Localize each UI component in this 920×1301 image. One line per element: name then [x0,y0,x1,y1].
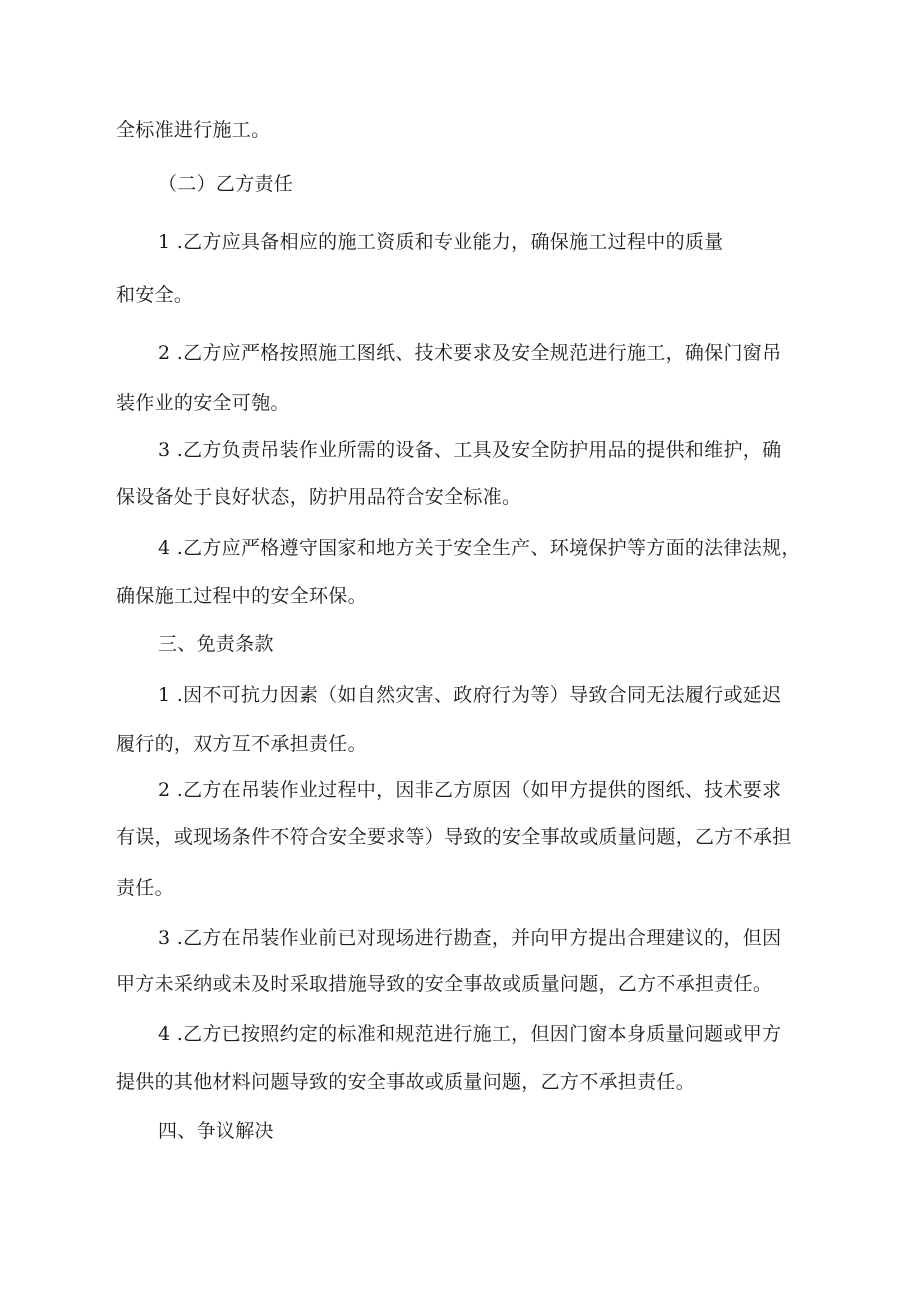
text-line: 保设备处于良好状态，防护用品符合安全标准。 [116,486,522,508]
text-line: 4 .乙方应严格遵守国家和地方关于安全生产、环境保护等方面的法律法规， [158,537,801,559]
section-heading: 四、争议解决 [158,1120,274,1142]
text-line: 履行的，双方互不承担责任。 [116,733,367,755]
text-line: 全标准进行施工。 [116,119,271,141]
text-line: 装作业的安全可匏。 [116,392,290,414]
text-line: 4 .乙方已按照约定的标准和规范进行施工，但因门窗本身质量问题或甲方 [158,1023,782,1045]
text-line: 1 .因不可抗力因素（如自然灾害、政府行为等）导致合同无法履行或延迟 [158,684,782,706]
text-line: 提供的其他材料问题导致的安全事故或质量问题，乙方不承担责任。 [116,1071,696,1093]
text-line: 1 .乙方应具备相应的施工资质和专业能力，确保施工过程中的质量 [158,231,724,253]
text-line: 2 .乙方应严格按照施工图纸、技术要求及安全规范进行施工，确保门窗吊 [158,342,782,364]
text-line: 有误，或现场条件不符合安全要求等）导致的安全事故或质量问题，乙方不承担 [116,826,792,848]
text-line: 3 .乙方在吊装作业前已对现场进行勘查，并向甲方提出合理建议的，但因 [158,927,782,949]
text-line: 甲方未采纳或未及时采取措施导致的安全事故或质量问题，乙方不承担责任。 [116,973,773,995]
text-line: 和安全。 [116,284,194,306]
section-heading: 三、免责条款 [158,633,274,655]
text-line: 2 .乙方在吊装作业过程中，因非乙方原因（如甲方提供的图纸、技术要求 [158,779,782,801]
section-heading: （二）乙方责任 [158,173,294,195]
text-line: 确保施工过程中的安全环保。 [116,585,367,607]
text-line: 3 .乙方负责吊装作业所需的设备、工具及安全防护用品的提供和维护，确 [158,439,782,461]
text-line: 责任。 [116,877,174,899]
